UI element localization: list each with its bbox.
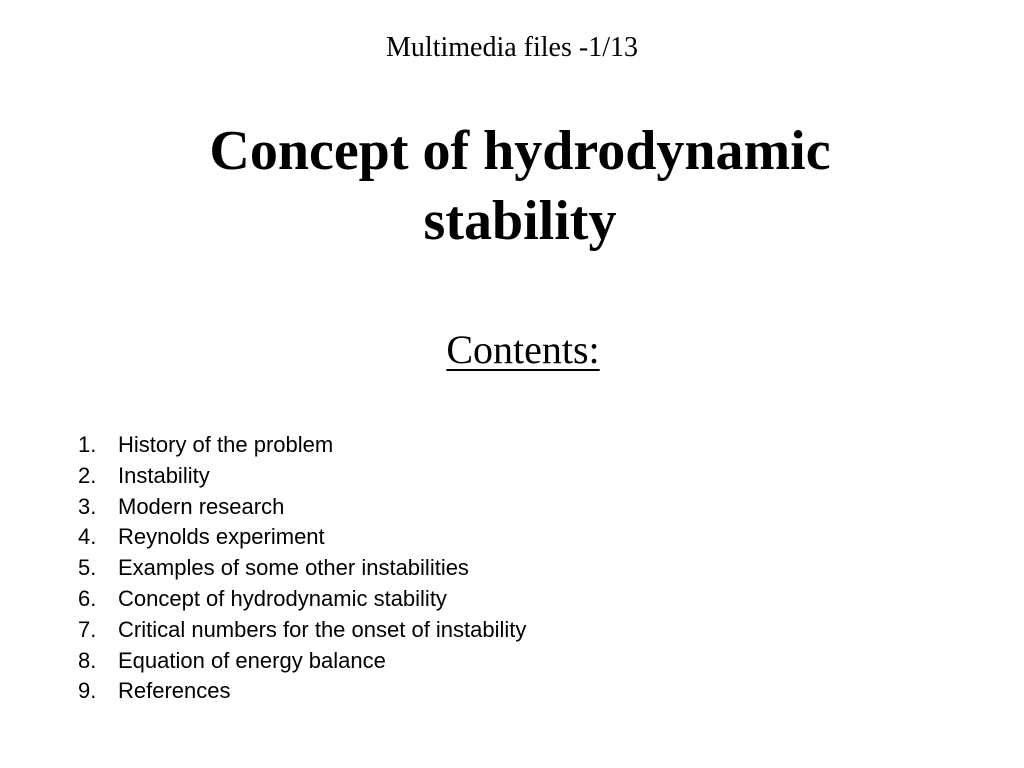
contents-item-number: 8. xyxy=(78,647,97,673)
contents-item-label: References xyxy=(118,678,231,704)
contents-item-7 xyxy=(72,615,526,646)
contents-item-6 xyxy=(72,584,526,615)
contents-item-number: 9. xyxy=(78,678,97,704)
contents-item-1 xyxy=(72,430,526,461)
contents-item-number: 5. xyxy=(78,555,97,581)
contents-item-label: Critical numbers for the onset of instability xyxy=(118,616,527,642)
contents-item-label: Examples of some other instabilities xyxy=(118,555,469,581)
contents-item-label: Concept of hydrodynamic stability xyxy=(118,585,447,611)
contents-item-4 xyxy=(72,522,526,553)
contents-item-number: 6. xyxy=(78,585,97,611)
slide-title xyxy=(0,116,1024,256)
contents-heading-text: Contents: xyxy=(446,327,600,372)
contents-item-label: Modern research xyxy=(118,493,285,519)
slide-title-line-1: Concept of hydrodynamic xyxy=(209,120,831,182)
contents-item-3 xyxy=(72,492,526,523)
contents-item-2 xyxy=(72,461,526,492)
contents-item-number: 7. xyxy=(78,616,97,642)
contents-item-8 xyxy=(72,646,526,677)
contents-item-number: 1. xyxy=(78,432,97,457)
contents-item-label: Instability xyxy=(118,462,210,488)
contents-item-label: Equation of energy balance xyxy=(118,647,386,673)
contents-item-number: 3. xyxy=(78,493,97,519)
contents-item-label: Reynolds experiment xyxy=(118,524,325,550)
contents-item-label: History of the problem xyxy=(118,432,334,457)
contents-list xyxy=(72,430,526,707)
slide-title-line-2: stability xyxy=(423,190,617,252)
slide-header: Multimedia files -1/13 xyxy=(386,32,638,63)
contents-item-number: 4. xyxy=(78,524,97,550)
contents-item-9 xyxy=(72,676,526,707)
contents-item-5 xyxy=(72,553,526,584)
contents-item-number: 2. xyxy=(78,462,97,488)
contents-heading xyxy=(0,326,1024,374)
